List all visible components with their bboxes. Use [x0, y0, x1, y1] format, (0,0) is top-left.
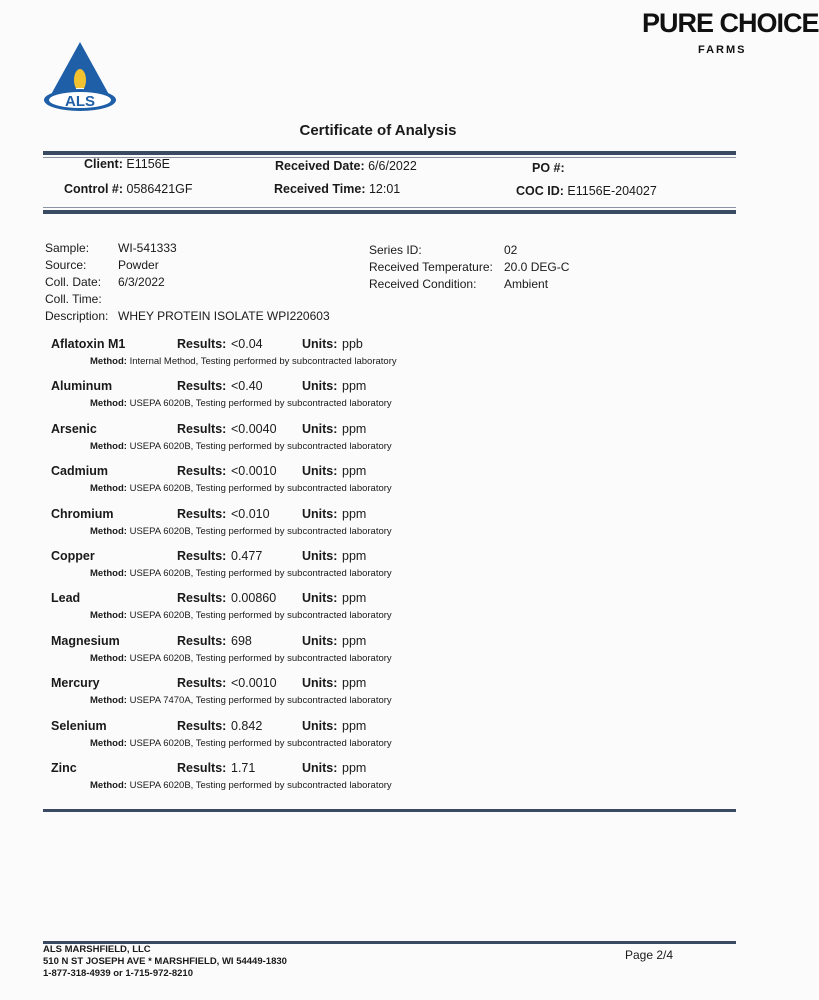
units-label: Units:	[302, 337, 338, 351]
client-label: Client:	[84, 157, 123, 171]
method-label: Method:	[90, 356, 127, 367]
sample-value: WI-541333	[118, 241, 177, 255]
method-line	[90, 695, 392, 706]
unit-value: ppm	[342, 464, 367, 478]
coll-time-label: Coll. Time:	[45, 292, 102, 306]
method-value: Internal Method, Testing performed by subcontracted laboratory	[129, 356, 397, 367]
client-field	[84, 157, 170, 171]
units-label: Units:	[302, 676, 338, 690]
units-label: Units:	[302, 379, 338, 393]
series-value: 02	[504, 243, 518, 257]
footer-address: 510 N ST JOSEPH AVE * MARSHFIELD, WI 54449-1830	[43, 956, 287, 967]
result-value: <0.010	[231, 507, 270, 521]
units-label: Units:	[302, 549, 338, 563]
analyte-name: Aluminum	[51, 379, 113, 393]
unit-value: ppm	[342, 676, 367, 690]
results-label: Results:	[177, 549, 227, 563]
coll-date-value: 6/3/2022	[118, 275, 165, 289]
method-value: USEPA 6020B, Testing performed by subcontracted laboratory	[129, 653, 392, 664]
als-logo	[42, 40, 118, 112]
page-number: Page 2/4	[625, 948, 674, 962]
method-label: Method:	[90, 610, 127, 621]
results-label: Results:	[177, 379, 227, 393]
control-label: Control #:	[64, 182, 124, 196]
method-line	[90, 398, 392, 409]
source-label: Source:	[45, 258, 87, 272]
results-label: Results:	[177, 337, 227, 351]
pure-choice-logo	[640, 6, 819, 60]
method-label: Method:	[90, 695, 127, 706]
als-logo-text: ALS	[65, 93, 95, 110]
unit-value: ppm	[342, 549, 367, 563]
po-field	[532, 161, 565, 175]
method-line	[90, 441, 392, 452]
method-value: USEPA 6020B, Testing performed by subcontracted laboratory	[129, 738, 392, 749]
method-label: Method:	[90, 738, 127, 749]
result-value: 0.842	[231, 719, 263, 733]
header-bottom-rule	[43, 210, 736, 214]
unit-value: ppm	[342, 634, 367, 648]
coll-date-label: Coll. Date:	[45, 275, 102, 289]
method-value: USEPA 6020B, Testing performed by subcontracted laboratory	[129, 526, 392, 537]
control-value: 0586421GF	[126, 182, 193, 196]
result-value: 0.477	[231, 549, 263, 563]
condition-label: Received Condition:	[369, 277, 477, 291]
results-label: Results:	[177, 761, 227, 775]
results-label: Results:	[177, 507, 227, 521]
method-label: Method:	[90, 441, 127, 452]
analyte-name: Aflatoxin M1	[51, 337, 126, 351]
units-label: Units:	[302, 591, 338, 605]
results-label: Results:	[177, 676, 227, 690]
analyte-name: Lead	[51, 591, 81, 605]
analyte-name: Zinc	[51, 761, 77, 775]
result-value: <0.40	[231, 379, 263, 393]
method-line	[90, 610, 392, 621]
received-date-value: 6/6/2022	[368, 159, 417, 173]
result-value: 1.71	[231, 761, 256, 775]
client-value: E1156E	[126, 157, 170, 171]
method-line	[90, 356, 397, 367]
unit-value: ppm	[342, 422, 367, 436]
method-value: USEPA 6020B, Testing performed by subcontracted laboratory	[129, 441, 392, 452]
unit-value: ppm	[342, 719, 367, 733]
method-value: USEPA 7470A, Testing performed by subcontracted laboratory	[129, 695, 392, 706]
method-label: Method:	[90, 653, 127, 664]
analyte-name: Selenium	[51, 719, 107, 733]
results-label: Results:	[177, 719, 227, 733]
analyte-name: Chromium	[51, 507, 114, 521]
result-value: 698	[231, 634, 252, 648]
results-bottom-rule	[43, 809, 736, 812]
result-value: <0.0010	[231, 676, 277, 690]
results-label: Results:	[177, 464, 227, 478]
condition-value: Ambient	[504, 277, 549, 291]
po-label: PO #:	[532, 161, 565, 175]
method-line	[90, 738, 392, 749]
units-label: Units:	[302, 507, 338, 521]
results-label: Results:	[177, 422, 227, 436]
pure-choice-logo-word: PURE CHOICE	[642, 8, 819, 38]
pure-choice-logo-farms: FARMS	[698, 44, 747, 56]
units-label: Units:	[302, 634, 338, 648]
received-time-field	[274, 182, 400, 196]
method-value: USEPA 6020B, Testing performed by subcontracted laboratory	[129, 483, 392, 494]
method-label: Method:	[90, 780, 127, 791]
method-label: Method:	[90, 398, 127, 409]
temp-value: 20.0 DEG-C	[504, 260, 570, 274]
results-label: Results:	[177, 591, 227, 605]
method-line	[90, 780, 392, 791]
coc-field	[516, 184, 657, 198]
analyte-name: Arsenic	[51, 422, 97, 436]
method-value: USEPA 6020B, Testing performed by subcontracted laboratory	[129, 780, 392, 791]
method-line	[90, 653, 392, 664]
units-label: Units:	[302, 464, 338, 478]
series-label: Series ID:	[369, 243, 422, 257]
footer-lab: ALS MARSHFIELD, LLC	[43, 944, 151, 955]
analyte-name: Mercury	[51, 676, 100, 690]
method-line	[90, 483, 392, 494]
unit-value: ppb	[342, 337, 363, 351]
received-time-label: Received Time:	[274, 182, 366, 196]
description-label: Description:	[45, 309, 109, 323]
method-line	[90, 526, 392, 537]
header-top-rule	[43, 151, 736, 155]
control-field	[64, 182, 193, 196]
header-bottom-rule-thin	[43, 207, 736, 208]
sample-label: Sample:	[45, 241, 90, 255]
source-value: Powder	[118, 258, 159, 272]
analyte-name: Copper	[51, 549, 95, 563]
document-title: Certificate of Analysis	[299, 122, 457, 139]
units-label: Units:	[302, 719, 338, 733]
result-value: <0.0010	[231, 464, 277, 478]
method-label: Method:	[90, 526, 127, 537]
unit-value: ppm	[342, 379, 367, 393]
coc-label: COC ID:	[516, 184, 564, 198]
method-label: Method:	[90, 483, 127, 494]
results-label: Results:	[177, 634, 227, 648]
temp-label: Received Temperature:	[369, 260, 493, 274]
method-line	[90, 568, 392, 579]
description-value: WHEY PROTEIN ISOLATE WPI220603	[118, 309, 330, 323]
result-value: <0.0040	[231, 422, 277, 436]
method-value: USEPA 6020B, Testing performed by subcontracted laboratory	[129, 610, 392, 621]
units-label: Units:	[302, 761, 338, 775]
received-date-field	[275, 159, 417, 173]
unit-value: ppm	[342, 761, 367, 775]
received-time-value: 12:01	[368, 182, 401, 196]
method-label: Method:	[90, 568, 127, 579]
footer-phone: 1-877-318-4939 or 1-715-972-8210	[43, 968, 193, 979]
result-value: 0.00860	[231, 591, 277, 605]
method-value: USEPA 6020B, Testing performed by subcontracted laboratory	[129, 568, 392, 579]
unit-value: ppm	[342, 507, 367, 521]
received-date-label: Received Date:	[275, 159, 365, 173]
analyte-name: Cadmium	[51, 464, 108, 478]
unit-value: ppm	[342, 591, 367, 605]
analyte-name: Magnesium	[51, 634, 120, 648]
method-value: USEPA 6020B, Testing performed by subcontracted laboratory	[129, 398, 392, 409]
units-label: Units:	[302, 422, 338, 436]
coc-value: E1156E-204027	[567, 184, 657, 198]
result-value: <0.04	[231, 337, 263, 351]
